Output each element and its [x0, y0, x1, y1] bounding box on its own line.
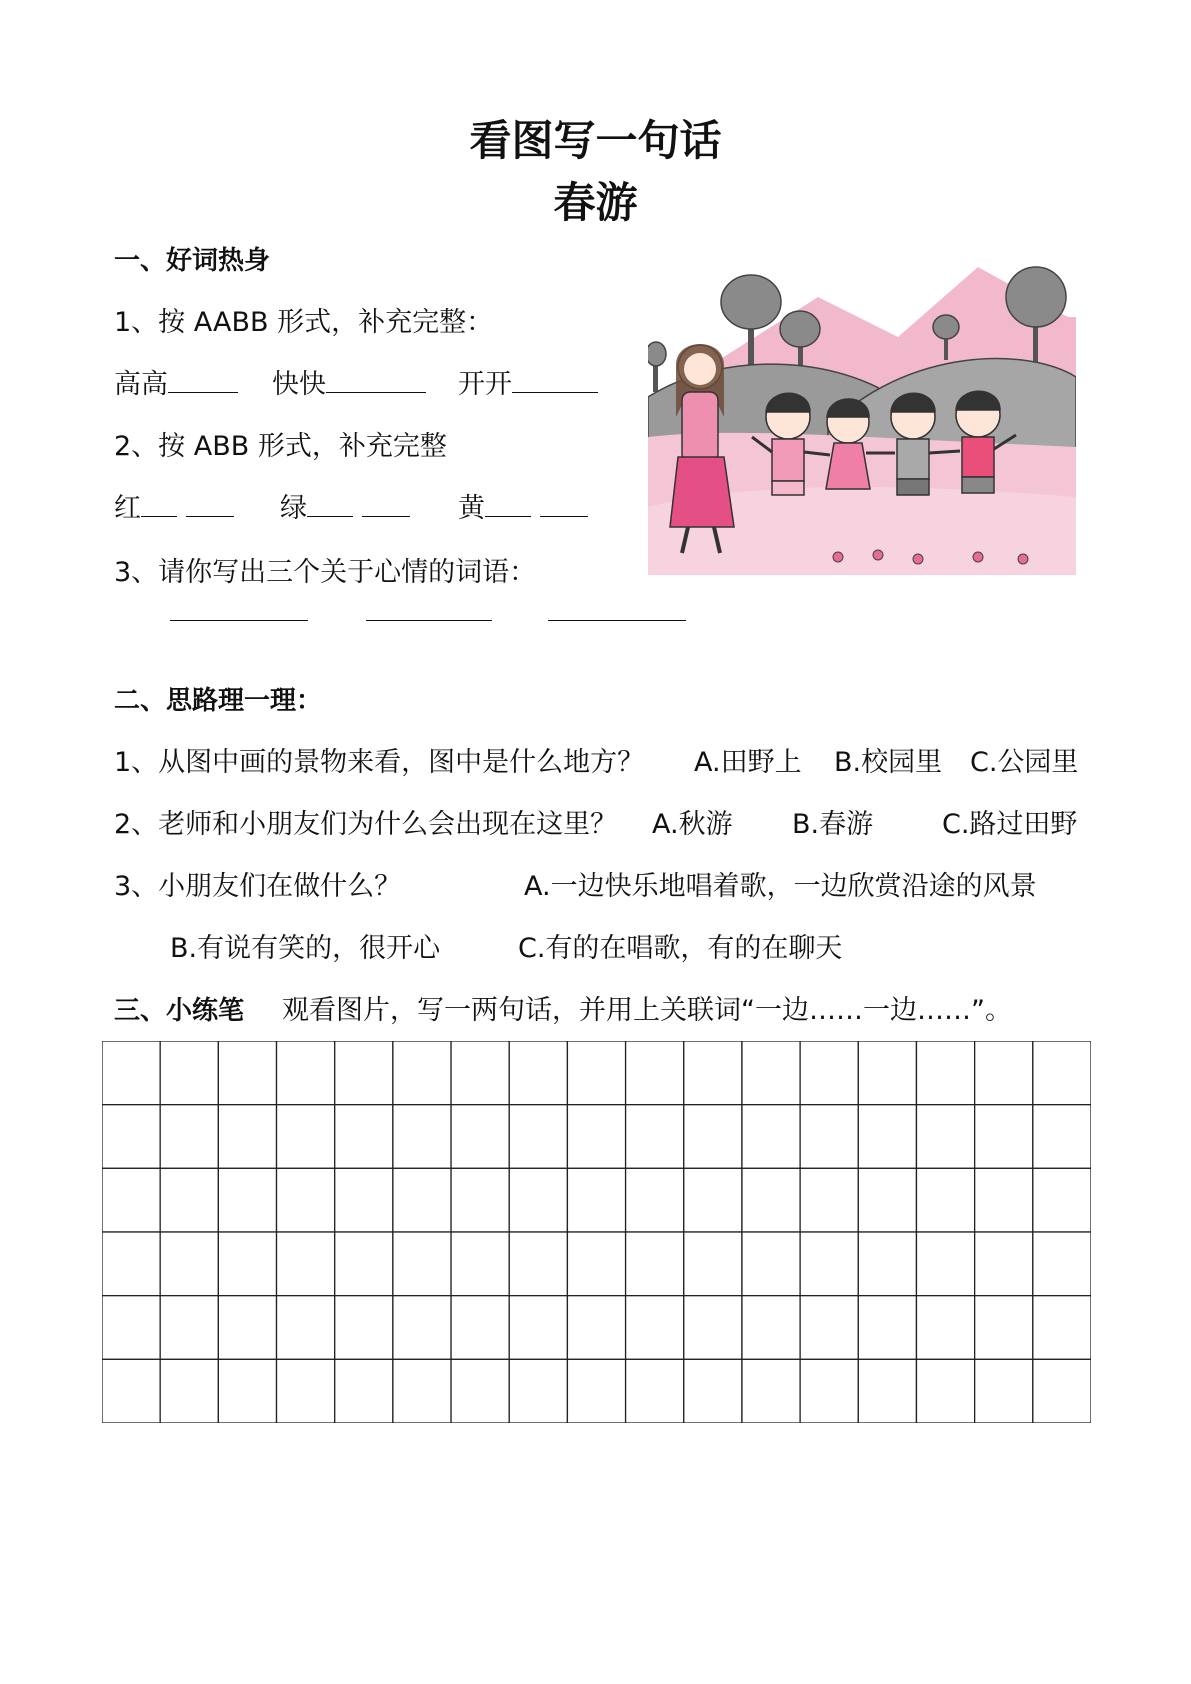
grid-cell[interactable]	[1033, 1296, 1091, 1360]
grid-cell[interactable]	[218, 1359, 276, 1423]
grid-cell[interactable]	[684, 1168, 742, 1232]
answer-blank[interactable]	[512, 366, 598, 393]
grid-cell[interactable]	[916, 1232, 974, 1296]
grid-cell[interactable]	[684, 1041, 742, 1105]
grid-cell[interactable]	[916, 1168, 974, 1232]
grid-cell[interactable]	[626, 1296, 684, 1360]
grid-cell[interactable]	[509, 1296, 567, 1360]
grid-cell[interactable]	[975, 1232, 1033, 1296]
mood-word-blank-3[interactable]	[548, 620, 686, 621]
answer-blank[interactable]	[168, 366, 238, 393]
grid-cell[interactable]	[858, 1359, 916, 1423]
grid-cell[interactable]	[975, 1168, 1033, 1232]
grid-cell[interactable]	[393, 1168, 451, 1232]
grid-cell[interactable]	[800, 1105, 858, 1169]
grid-cell[interactable]	[742, 1041, 800, 1105]
grid-cell[interactable]	[975, 1359, 1033, 1423]
grid-cell[interactable]	[1033, 1041, 1091, 1105]
grid-cell[interactable]	[277, 1168, 335, 1232]
q2-option-a[interactable]: A.秋游	[652, 809, 733, 840]
grid-cell[interactable]	[277, 1232, 335, 1296]
q3-option-a[interactable]: A.一边快乐地唱着歌，一边欣赏沿途的风景	[524, 871, 1037, 902]
grid-cell[interactable]	[277, 1105, 335, 1169]
aabb-word: 快快	[272, 369, 326, 400]
grid-cell[interactable]	[393, 1296, 451, 1360]
grid-cell[interactable]	[160, 1105, 218, 1169]
abb-word: 绿	[280, 493, 307, 524]
grid-cell[interactable]	[975, 1041, 1033, 1105]
grid-cell[interactable]	[160, 1041, 218, 1105]
q1-option-b[interactable]: B.校园里	[834, 747, 943, 778]
grid-cell[interactable]	[567, 1232, 625, 1296]
grid-cell[interactable]	[800, 1168, 858, 1232]
q1-option-a[interactable]: A.田野上	[694, 747, 802, 778]
writing-grid[interactable]	[102, 1041, 1091, 1423]
grid-cell[interactable]	[218, 1168, 276, 1232]
grid-cell[interactable]	[393, 1105, 451, 1169]
answer-blank[interactable]	[485, 490, 531, 517]
grid-cell[interactable]	[858, 1296, 916, 1360]
answer-blank[interactable]	[540, 490, 588, 517]
grid-cell[interactable]	[567, 1105, 625, 1169]
grid-cell[interactable]	[451, 1296, 509, 1360]
grid-cell[interactable]	[975, 1296, 1033, 1360]
grid-cell[interactable]	[684, 1296, 742, 1360]
grid-cell[interactable]	[1033, 1232, 1091, 1296]
spring-outing-illustration	[648, 257, 1076, 575]
q3-option-c[interactable]: C.有的在唱歌，有的在聊天	[518, 933, 843, 964]
grid-cell[interactable]	[858, 1041, 916, 1105]
grid-cell[interactable]	[451, 1041, 509, 1105]
grid-cell[interactable]	[102, 1232, 160, 1296]
grid-cell[interactable]	[451, 1232, 509, 1296]
grid-cell[interactable]	[916, 1041, 974, 1105]
grid-cell[interactable]	[800, 1232, 858, 1296]
section1-heading: 一、好词热身	[114, 246, 271, 276]
grid-cell[interactable]	[451, 1168, 509, 1232]
page-subtitle: 春游	[553, 178, 638, 227]
grid-cell[interactable]	[626, 1041, 684, 1105]
grid-cell[interactable]	[975, 1105, 1033, 1169]
grid-cell[interactable]	[218, 1296, 276, 1360]
grid-cell[interactable]	[567, 1041, 625, 1105]
section2-q1: 1、从图中画的景物来看，图中是什么地方？	[114, 747, 645, 778]
grid-cell[interactable]	[742, 1168, 800, 1232]
q2-option-c[interactable]: C.路过田野	[942, 809, 1078, 840]
grid-cell[interactable]	[102, 1296, 160, 1360]
grid-cell[interactable]	[277, 1041, 335, 1105]
grid-cell[interactable]	[509, 1359, 567, 1423]
grid-cell[interactable]	[626, 1105, 684, 1169]
q1-option-c[interactable]: C.公园里	[970, 747, 1079, 778]
grid-cell[interactable]	[1033, 1168, 1091, 1232]
section2-q3: 3、小朋友们在做什么？	[114, 871, 402, 902]
grid-cell[interactable]	[102, 1168, 160, 1232]
grid-cell[interactable]	[626, 1359, 684, 1423]
aabb-item-3	[458, 362, 598, 401]
answer-blank[interactable]	[307, 490, 353, 517]
abb-item-2	[280, 486, 410, 525]
section1-q2: 2、按 ABB 形式，补充完整	[114, 431, 447, 462]
grid-cell[interactable]	[916, 1296, 974, 1360]
grid-cell[interactable]	[1033, 1105, 1091, 1169]
grid-cell[interactable]	[102, 1359, 160, 1423]
aabb-item-2	[272, 362, 426, 401]
grid-cell[interactable]	[742, 1359, 800, 1423]
section1-q3: 3、请你写出三个关于心情的词语：	[114, 557, 537, 588]
abb-item-3	[458, 486, 588, 525]
grid-cell[interactable]	[567, 1359, 625, 1423]
grid-cell[interactable]	[567, 1296, 625, 1360]
aabb-word: 高高	[114, 369, 168, 400]
grid-cell[interactable]	[800, 1359, 858, 1423]
mood-word-blank-2[interactable]	[366, 620, 492, 621]
aabb-item-1	[114, 362, 238, 401]
grid-cell[interactable]	[509, 1232, 567, 1296]
section3-heading: 三、小练笔	[114, 996, 245, 1026]
section1-q1: 1、按 AABB 形式，补充完整：	[114, 307, 494, 338]
grid-cell[interactable]	[509, 1168, 567, 1232]
grid-cell[interactable]	[509, 1041, 567, 1105]
q2-option-b[interactable]: B.春游	[792, 809, 874, 840]
grid-cell[interactable]	[742, 1105, 800, 1169]
grid-cell[interactable]	[858, 1105, 916, 1169]
grid-cell[interactable]	[800, 1041, 858, 1105]
grid-cell[interactable]	[916, 1105, 974, 1169]
grid-cell[interactable]	[218, 1105, 276, 1169]
grid-cell[interactable]	[102, 1041, 160, 1105]
answer-blank[interactable]	[141, 490, 177, 517]
grid-cell[interactable]	[218, 1041, 276, 1105]
grid-cell[interactable]	[684, 1359, 742, 1423]
grid-cell[interactable]	[335, 1041, 393, 1105]
grid-cell[interactable]	[218, 1232, 276, 1296]
grid-cell[interactable]	[567, 1168, 625, 1232]
aabb-word: 开开	[458, 369, 512, 400]
grid-cell[interactable]	[858, 1168, 916, 1232]
grid-cell[interactable]	[800, 1296, 858, 1360]
grid-cell[interactable]	[742, 1232, 800, 1296]
grid-cell[interactable]	[335, 1168, 393, 1232]
grid-cell[interactable]	[393, 1041, 451, 1105]
grid-cell[interactable]	[451, 1105, 509, 1169]
section3-instruction: 观看图片，写一两句话，并用上关联词“一边……一边……”。	[282, 995, 1012, 1026]
answer-blank[interactable]	[326, 366, 426, 393]
grid-cell[interactable]	[160, 1359, 218, 1423]
grid-cell[interactable]	[626, 1232, 684, 1296]
grid-cell[interactable]	[858, 1232, 916, 1296]
grid-cell[interactable]	[742, 1296, 800, 1360]
q3-option-b[interactable]: B.有说有笑的，很开心	[170, 933, 441, 964]
grid-cell[interactable]	[626, 1168, 684, 1232]
section2-heading: 二、思路理一理：	[114, 686, 323, 716]
abb-item-1	[114, 486, 234, 525]
grid-cell[interactable]	[160, 1296, 218, 1360]
grid-cell[interactable]	[916, 1359, 974, 1423]
grid-cell[interactable]	[277, 1296, 335, 1360]
grid-cell[interactable]	[1033, 1359, 1091, 1423]
grid-cell[interactable]	[160, 1168, 218, 1232]
abb-word: 红	[114, 493, 141, 524]
grid-cell[interactable]	[393, 1232, 451, 1296]
mood-word-blank-1[interactable]	[170, 620, 308, 621]
page-title: 看图写一句话	[469, 116, 722, 165]
grid-cell[interactable]	[335, 1105, 393, 1169]
grid-cell[interactable]	[335, 1359, 393, 1423]
grid-cell[interactable]	[684, 1232, 742, 1296]
answer-blank[interactable]	[186, 490, 234, 517]
grid-cell[interactable]	[451, 1359, 509, 1423]
grid-cell[interactable]	[102, 1105, 160, 1169]
grid-cell[interactable]	[335, 1296, 393, 1360]
grid-cell[interactable]	[277, 1359, 335, 1423]
grid-cell[interactable]	[509, 1105, 567, 1169]
answer-blank[interactable]	[362, 490, 410, 517]
abb-word: 黄	[458, 493, 485, 524]
grid-cell[interactable]	[684, 1105, 742, 1169]
section2-q2: 2、老师和小朋友们为什么会出现在这里？	[114, 809, 618, 840]
grid-cell[interactable]	[160, 1232, 218, 1296]
grid-cell[interactable]	[393, 1359, 451, 1423]
grid-cell[interactable]	[335, 1232, 393, 1296]
